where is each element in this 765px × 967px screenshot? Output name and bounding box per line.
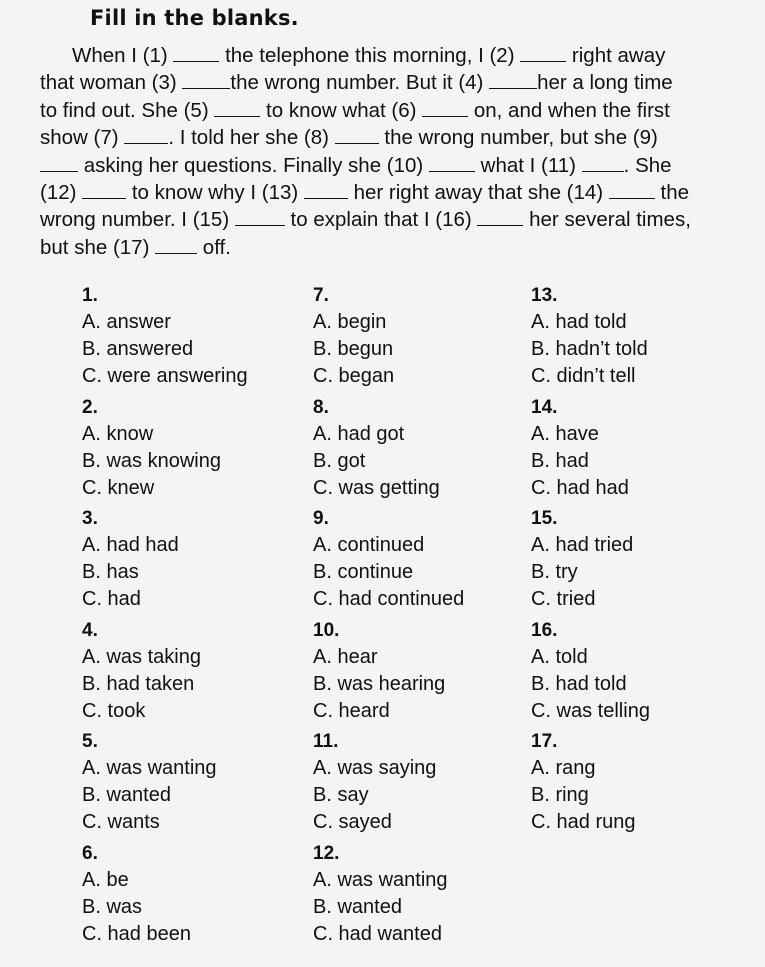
answer-option[interactable]: A. had tried — [531, 534, 634, 556]
answer-blank[interactable] — [235, 206, 285, 226]
passage-text: (12) — [40, 181, 83, 205]
answer-option[interactable]: A. have — [531, 422, 599, 445]
answer-option[interactable]: C. knew — [82, 476, 155, 499]
question-block — [82, 618, 248, 730]
question-block — [313, 283, 464, 395]
answer-option[interactable]: A. begin — [313, 311, 387, 333]
passage-text: wrong number. I (15) — [40, 208, 235, 232]
answer-option[interactable]: A. answer — [82, 311, 171, 333]
passage-line — [40, 69, 752, 96]
answer-blank[interactable] — [335, 124, 379, 144]
passage-text: the — [654, 181, 690, 205]
options-column-3 — [531, 283, 650, 841]
passage-text: . She — [623, 153, 672, 177]
answer-option[interactable]: C. was getting — [313, 476, 440, 499]
answer-blank[interactable] — [40, 152, 78, 172]
answer-blank[interactable] — [82, 179, 126, 199]
answer-option[interactable]: B. had — [531, 449, 589, 472]
answer-blank[interactable] — [477, 206, 523, 226]
passage-text: the wrong number, but she (9) — [378, 126, 658, 150]
answer-option[interactable]: B. continue — [313, 561, 414, 583]
answer-option[interactable]: A. hear — [313, 645, 378, 668]
answer-blank[interactable] — [182, 69, 230, 89]
passage-text: to explain that I (16) — [284, 208, 478, 232]
question-number: 11. — [313, 731, 339, 752]
question-block — [313, 618, 464, 730]
question-block — [82, 841, 248, 953]
answer-option[interactable]: A. was taking — [82, 645, 201, 668]
question-block — [82, 506, 248, 618]
question-number: 6. — [82, 842, 98, 864]
question-number: 9. — [313, 508, 329, 529]
question-block — [531, 283, 650, 395]
answer-blank[interactable] — [124, 124, 168, 144]
answer-option[interactable]: B. was hearing — [313, 672, 446, 695]
question-block — [313, 395, 464, 507]
answer-option[interactable]: C. had been — [82, 922, 191, 945]
answer-option[interactable]: C. was telling — [531, 699, 650, 722]
answer-option[interactable]: A. continued — [313, 534, 425, 556]
answer-option[interactable]: B. wanted — [313, 895, 402, 918]
passage-text: asking her questions. Finally she (10) — [78, 153, 429, 177]
question-block — [531, 506, 650, 618]
passage-text: what I (11) — [474, 153, 582, 177]
question-number: 12. — [313, 842, 340, 864]
answer-option[interactable]: A. had told — [531, 311, 627, 333]
answer-blank[interactable] — [609, 179, 655, 199]
answer-blank[interactable] — [520, 42, 566, 62]
passage-line — [40, 97, 752, 124]
passage-text: to know what (6) — [260, 98, 423, 122]
passage-line — [40, 234, 752, 261]
answer-option[interactable]: B. was — [82, 895, 143, 918]
answer-option[interactable]: B. say — [313, 784, 369, 806]
question-number: 5. — [82, 731, 98, 752]
question-number: 14. — [531, 396, 558, 418]
passage-text: on, and when the first — [468, 98, 670, 122]
answer-option[interactable]: A. know — [82, 422, 154, 445]
question-number: 1. — [82, 285, 98, 306]
question-number: 10. — [313, 619, 340, 641]
question-block — [531, 729, 650, 841]
question-number: 7. — [313, 285, 329, 306]
answer-option[interactable]: B. begun — [313, 338, 394, 360]
answer-option[interactable]: B. got — [313, 449, 366, 472]
answer-option[interactable]: C. had rung — [531, 811, 636, 833]
answer-blank[interactable] — [214, 97, 260, 117]
answer-option[interactable]: B. was knowing — [82, 449, 221, 472]
passage-line — [40, 42, 752, 69]
answer-blank[interactable] — [489, 69, 537, 89]
answer-option[interactable]: B. answered — [82, 338, 194, 360]
question-block — [82, 729, 248, 841]
answer-option[interactable]: A. was wanting — [82, 757, 217, 779]
answer-blank[interactable] — [173, 42, 219, 62]
question-block — [531, 395, 650, 507]
passage-text: the telephone this morning, I (2) — [219, 44, 521, 67]
question-block — [313, 729, 464, 841]
options-column-1 — [82, 283, 248, 952]
question-number: 17. — [531, 731, 558, 752]
answer-option[interactable]: B. hadn’t told — [531, 338, 648, 360]
passage-text: show (7) — [40, 126, 125, 150]
question-block — [531, 618, 650, 730]
question-number: 3. — [82, 508, 98, 529]
passage-line — [40, 152, 752, 179]
question-number: 8. — [313, 396, 329, 418]
passage-text: her right away that she (14) — [347, 181, 609, 205]
answer-blank[interactable] — [429, 152, 475, 172]
answer-option[interactable]: B. ring — [531, 784, 589, 806]
answer-option[interactable]: A. was saying — [313, 757, 437, 779]
answer-option[interactable]: C. began — [313, 365, 395, 387]
passage-line — [40, 124, 752, 151]
passage-text: . I told her she (8) — [168, 126, 335, 150]
passage-text: that woman (3) — [40, 71, 183, 95]
answer-blank[interactable] — [304, 179, 348, 199]
answer-option[interactable]: B. try — [531, 561, 578, 583]
passage-text: but she (17) — [40, 235, 156, 259]
answer-option[interactable]: A. rang — [531, 757, 596, 779]
answer-option[interactable]: B. wanted — [82, 784, 171, 806]
cloze-passage — [40, 42, 752, 261]
answer-option[interactable]: C. wants — [82, 811, 160, 833]
passage-text: her a long time — [537, 71, 673, 95]
answer-option[interactable]: C. sayed — [313, 811, 392, 833]
question-number: 2. — [82, 396, 98, 418]
answer-option[interactable]: C. took — [82, 699, 146, 722]
worksheet-heading: Fill in the blanks. — [90, 6, 299, 30]
question-block — [313, 841, 464, 953]
question-block — [82, 395, 248, 507]
passage-text: to find out. She (5) — [40, 98, 215, 122]
answer-option[interactable]: A. be — [82, 868, 129, 891]
answer-option[interactable]: C. were answering — [82, 365, 248, 387]
answer-option[interactable]: A. told — [531, 645, 588, 668]
passage-text: off. — [197, 235, 231, 259]
question-block — [82, 283, 248, 395]
passage-line — [40, 206, 752, 233]
question-block — [313, 506, 464, 618]
answer-blank[interactable] — [582, 152, 624, 172]
answer-option[interactable]: A. had got — [313, 422, 405, 445]
answer-option[interactable]: B. has — [82, 561, 139, 583]
answer-option[interactable]: A. was wanting — [313, 868, 448, 891]
passage-text: right away — [566, 44, 666, 67]
question-number: 4. — [82, 619, 98, 641]
options-column-2 — [313, 283, 464, 952]
passage-text: the wrong number. But it (4) — [230, 71, 490, 95]
answer-option[interactable]: C. had wanted — [313, 922, 442, 945]
question-number: 16. — [531, 619, 558, 641]
passage-line — [40, 179, 752, 206]
passage-text: to know why I (13) — [126, 181, 304, 205]
answer-option[interactable]: A. had had — [82, 534, 179, 556]
answer-option[interactable]: C. heard — [313, 699, 390, 722]
answer-option[interactable]: B. had told — [531, 672, 627, 695]
question-number: 13. — [531, 285, 558, 306]
answer-blank[interactable] — [422, 97, 468, 117]
answer-option[interactable]: C. had continued — [313, 588, 465, 610]
answer-option[interactable]: C. had — [82, 588, 141, 610]
answer-option[interactable]: C. didn’t tell — [531, 365, 636, 387]
question-number: 15. — [531, 508, 558, 529]
answer-option[interactable]: C. had had — [531, 476, 629, 499]
answer-blank[interactable] — [155, 234, 197, 254]
answer-option[interactable]: C. tried — [531, 588, 596, 610]
passage-text: When I (1) — [72, 44, 174, 67]
answer-option[interactable]: B. had taken — [82, 672, 195, 695]
passage-text: her several times, — [523, 208, 691, 232]
